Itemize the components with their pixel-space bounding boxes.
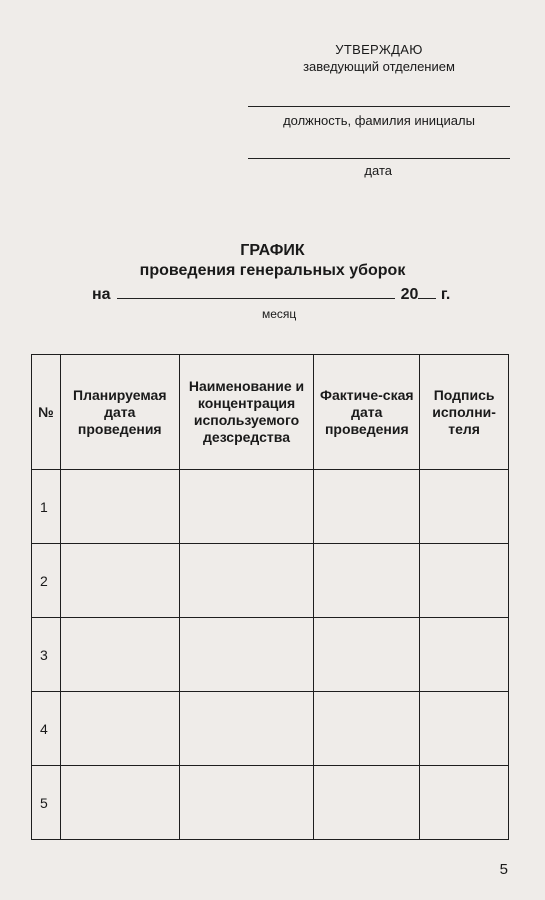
cell-signature[interactable] xyxy=(420,544,509,618)
cell-signature[interactable] xyxy=(420,692,509,766)
cell-disinfectant[interactable] xyxy=(179,766,314,840)
position-name-caption: должность, фамилия инициалы xyxy=(283,113,475,128)
row-number: 1 xyxy=(32,470,61,544)
table-row xyxy=(32,766,509,840)
document-subtitle: проведения генеральных уборок xyxy=(139,262,406,279)
table-header-row xyxy=(32,355,509,470)
cell-signature[interactable] xyxy=(420,470,509,544)
month-caption: месяц xyxy=(262,307,297,321)
cell-actual-date[interactable] xyxy=(314,470,420,544)
cell-disinfectant[interactable] xyxy=(179,618,314,692)
cell-disinfectant[interactable] xyxy=(179,692,314,766)
date-caption: дата xyxy=(364,163,392,178)
approver-role: заведующий отделением xyxy=(303,59,455,74)
position-name-line xyxy=(248,106,510,107)
date-line xyxy=(248,158,510,159)
header-number: № xyxy=(32,355,61,470)
table-row xyxy=(32,692,509,766)
period-prefix: на xyxy=(92,286,111,303)
year-prefix: 20 xyxy=(400,286,419,303)
row-number: 3 xyxy=(32,618,61,692)
approval-block xyxy=(248,42,510,178)
year-suffix: г. xyxy=(440,286,451,303)
page-number: 5 xyxy=(499,861,508,878)
cell-planned-date[interactable] xyxy=(60,470,179,544)
month-blank-line xyxy=(117,286,395,299)
row-number: 5 xyxy=(32,766,61,840)
table-row xyxy=(32,618,509,692)
header-actual-date: Фактиче-ская дата проведения xyxy=(314,355,420,470)
cell-disinfectant[interactable] xyxy=(179,544,314,618)
cell-planned-date[interactable] xyxy=(60,618,179,692)
period-row xyxy=(92,286,450,304)
header-signature: Подпись исполни-теля xyxy=(420,355,509,470)
cell-disinfectant[interactable] xyxy=(179,470,314,544)
cell-actual-date[interactable] xyxy=(314,544,420,618)
cell-planned-date[interactable] xyxy=(60,766,179,840)
cell-actual-date[interactable] xyxy=(314,618,420,692)
cell-planned-date[interactable] xyxy=(60,544,179,618)
row-number: 2 xyxy=(32,544,61,618)
table-row xyxy=(32,544,509,618)
cell-actual-date[interactable] xyxy=(314,766,420,840)
year-blank-line xyxy=(418,286,436,299)
header-disinfectant: Наименование и концентрация используемого дезсредства xyxy=(179,355,314,470)
cell-signature[interactable] xyxy=(420,766,509,840)
header-planned-date: Планируемая дата проведения xyxy=(60,355,179,470)
table-row xyxy=(32,470,509,544)
row-number: 4 xyxy=(32,692,61,766)
cleaning-schedule-table xyxy=(31,354,509,840)
approve-label: УТВЕРЖДАЮ xyxy=(335,42,423,57)
cell-planned-date[interactable] xyxy=(60,692,179,766)
cell-actual-date[interactable] xyxy=(314,692,420,766)
document-title: ГРАФИК xyxy=(240,242,305,259)
cell-signature[interactable] xyxy=(420,618,509,692)
